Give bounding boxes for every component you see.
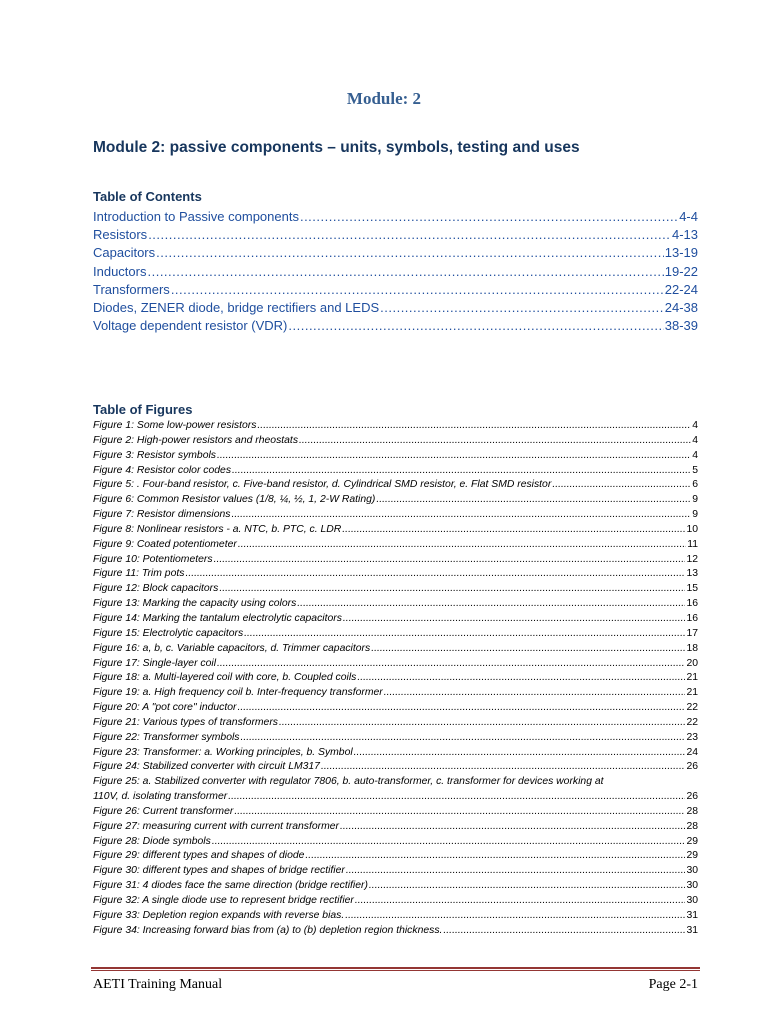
leader-dots	[217, 658, 685, 669]
toc-entry-page: 22-24	[664, 281, 698, 297]
figures-heading: Table of Figures	[93, 402, 193, 417]
figure-entry-label: Figure 5: . Four-band resistor, c. Five-band resistor, d. Cylindrical SMD resistor, e. Flat SMD resistor	[93, 479, 552, 491]
module-title: Module 2: passive components – units, symbols, testing and uses	[93, 139, 580, 156]
leader-dots	[357, 672, 685, 683]
figure-entry-page: 29	[686, 835, 698, 847]
toc-entry-label: Capacitors	[93, 245, 156, 261]
figure-entry-label: Figure 28: Diode symbols	[93, 835, 211, 847]
figure-entry-label: Figure 21: Various types of transformers	[93, 716, 278, 728]
figure-entry[interactable]	[93, 450, 698, 465]
leader-dots	[232, 465, 691, 476]
figure-entry-label: Figure 24: Stabilized converter with circuit LM317	[93, 761, 320, 773]
figure-entry-page: 13	[686, 568, 698, 580]
figure-entry[interactable]	[93, 895, 698, 910]
figure-entry-label: Figure 29: different types and shapes of diode	[93, 850, 305, 862]
leader-dots	[238, 702, 686, 713]
leader-dots	[342, 524, 685, 535]
leader-dots	[219, 583, 685, 594]
figure-entry-page: 22	[686, 702, 698, 714]
figure-entry-page: 9	[692, 509, 698, 521]
figure-entry[interactable]	[93, 509, 698, 524]
figure-entry-page: 21	[686, 672, 698, 684]
figure-entry-label: Figure 15: Electrolytic capacitors	[93, 627, 244, 639]
figure-entry-page: 4	[692, 420, 698, 431]
figure-entry-page: 10	[686, 523, 698, 535]
figure-entry-page: 12	[686, 553, 698, 565]
figure-entry-page: 28	[686, 820, 698, 832]
figure-entry-page: 26	[686, 791, 698, 803]
leader-dots	[171, 282, 664, 297]
figure-entry-page: 28	[686, 805, 698, 817]
figure-entry-label: Figure 31: 4 diodes face the same direction (bridge rectifier)	[93, 880, 368, 892]
figure-entry-label: Figure 34: Increasing forward bias from (a) to (b) depletion region thickness.	[93, 924, 443, 936]
figure-entry-label: Figure 3: Resistor symbols	[93, 449, 216, 461]
toc-entry-page: 19-22	[664, 263, 698, 279]
figure-entry[interactable]	[93, 420, 698, 435]
figure-entry[interactable]	[93, 479, 698, 494]
figure-entry[interactable]	[93, 568, 698, 583]
figure-entry[interactable]	[93, 806, 698, 821]
figure-entry[interactable]	[93, 583, 698, 598]
leader-dots	[212, 836, 686, 847]
figure-entry[interactable]	[93, 465, 698, 480]
figure-entry-page: 4	[692, 449, 698, 461]
figure-entry-label: Figure 11: Trim pots	[93, 568, 185, 580]
figure-entry-page: 6	[692, 479, 698, 491]
toc-heading: Table of Contents	[93, 189, 202, 204]
figure-entry[interactable]	[93, 747, 698, 762]
toc-entry[interactable]	[93, 245, 698, 263]
toc-entry[interactable]	[93, 264, 698, 282]
figure-entry[interactable]	[93, 836, 698, 851]
leader-dots	[300, 209, 678, 224]
leader-dots	[185, 568, 685, 579]
leader-dots	[299, 435, 691, 446]
figure-entry[interactable]	[93, 628, 698, 643]
footer-page-number: Page 2-1	[648, 977, 698, 992]
leader-dots	[376, 494, 691, 505]
figure-entry-label: Figure 6: Common Resistor values (1/8, ¼, ½, 1, 2-W Rating)	[93, 494, 376, 506]
figure-entry-label: Figure 26: Current transformer	[93, 805, 234, 817]
figure-entry-label: Figure 22: Transformer symbols	[93, 731, 240, 743]
leader-dots	[244, 628, 685, 639]
figure-entry-label: Figure 9: Coated potentiometer	[93, 538, 237, 550]
footer-rule	[91, 967, 700, 971]
leader-dots	[279, 717, 685, 728]
leader-dots	[297, 598, 685, 609]
figure-entry[interactable]	[93, 539, 698, 554]
leader-dots	[343, 613, 686, 624]
toc-entry-label: Introduction to Passive components	[93, 209, 299, 224]
toc-entry[interactable]	[93, 282, 698, 300]
figure-entry[interactable]	[93, 732, 698, 747]
figure-entry-label: Figure 30: different types and shapes of bridge rectifier	[93, 865, 345, 877]
leader-dots	[321, 761, 685, 772]
figure-entry[interactable]	[93, 702, 698, 717]
leader-dots	[147, 264, 663, 279]
leader-dots	[148, 227, 671, 242]
leader-dots	[369, 880, 686, 891]
figure-entry[interactable]	[93, 643, 698, 658]
leader-dots	[217, 450, 691, 461]
toc-entry[interactable]	[93, 300, 698, 318]
figure-entry-label: Figure 25: a. Stabilized converter with regulator 7806, b. auto-transformer, c. transformer for devices working at	[93, 776, 604, 788]
figure-entry-label: Figure 33: Depletion region expands with reverse bias.	[93, 909, 345, 921]
figure-entry-label: Figure 16: a, b, c. Variable capacitors, d. Trimmer capacitors	[93, 642, 371, 654]
figure-entry-label: Figure 20: A "pot core" inductor	[93, 702, 237, 714]
figure-entry[interactable]	[93, 910, 698, 925]
toc-entry-label: Voltage dependent resistor (VDR)	[93, 318, 288, 334]
leader-dots	[238, 539, 686, 550]
footer-title: AETI Training Manual	[93, 977, 223, 992]
figure-entry-label: Figure 17: Single-layer coil	[93, 657, 217, 669]
figure-entry[interactable]	[93, 494, 698, 509]
figure-entry-label: Figure 12: Block capacitors	[93, 583, 219, 595]
toc-list	[93, 209, 698, 336]
figure-entry-page: 29	[686, 850, 698, 862]
figure-entry[interactable]	[93, 672, 698, 687]
toc-entry-page: 38-39	[664, 318, 698, 334]
leader-dots	[214, 554, 686, 565]
figure-entry-page: 31	[686, 909, 698, 921]
figure-entry-label: Figure 13: Marking the capacity using colors	[93, 598, 297, 610]
leader-dots	[257, 420, 691, 431]
toc-entry[interactable]	[93, 209, 698, 227]
figure-entry-page: 9	[692, 494, 698, 506]
figure-entry-page: 23	[686, 731, 698, 743]
figure-entry-page: 15	[686, 583, 698, 595]
figure-entry-label: Figure 23: Transformer: a. Working principles, b. Symbol	[93, 746, 353, 758]
figure-entry-page: 20	[686, 657, 698, 669]
figure-entry[interactable]	[93, 613, 698, 628]
leader-dots	[355, 895, 686, 906]
figure-entry-page: 17	[686, 627, 698, 639]
figure-entry-label-continued: 110V, d. isolating transformer	[93, 791, 228, 803]
leader-dots	[240, 732, 685, 743]
figure-entry-label: Figure 18: a. Multi-layered coil with core, b. Coupled coils	[93, 672, 357, 684]
figure-entry-page: 16	[686, 612, 698, 624]
figure-entry-page: 16	[686, 598, 698, 610]
figure-entry-page: 22	[686, 716, 698, 728]
toc-entry[interactable]	[93, 318, 698, 336]
figure-entry-page: 31	[686, 924, 698, 936]
figures-list	[93, 420, 698, 940]
figure-entry[interactable]	[93, 554, 698, 569]
leader-dots	[234, 806, 685, 817]
toc-entry-page: 4-13	[671, 227, 698, 243]
figure-entry[interactable]	[93, 435, 698, 450]
figure-entry-page: 30	[686, 895, 698, 906]
figure-entry[interactable]	[93, 880, 698, 895]
leader-dots	[340, 821, 685, 832]
figure-entry[interactable]	[93, 524, 698, 539]
leader-dots	[384, 687, 686, 698]
figure-entry[interactable]	[93, 717, 698, 732]
figure-entry[interactable]	[93, 821, 698, 836]
leader-dots	[380, 300, 664, 315]
figure-entry-page: 21	[686, 687, 698, 699]
figure-entry-label: Figure 4: Resistor color codes	[93, 464, 232, 476]
toc-entry-page: 4-4	[679, 209, 698, 224]
figure-entry[interactable]	[93, 598, 698, 613]
toc-entry-label: Transformers	[93, 281, 170, 297]
figure-entry[interactable]	[93, 761, 698, 776]
figure-entry-label: Figure 14: Marking the tantalum electrolytic capacitors	[93, 612, 342, 624]
figure-entry-page: 4	[692, 434, 698, 446]
figure-entry-label: Figure 32: A single diode use to represent bridge rectifier	[93, 895, 354, 906]
figure-entry[interactable]	[93, 925, 698, 940]
leader-dots	[156, 245, 664, 260]
leader-dots	[228, 791, 685, 802]
toc-entry-label: Inductors	[93, 263, 147, 279]
leader-dots	[305, 850, 685, 861]
leader-dots	[371, 643, 685, 654]
figure-entry-page: 26	[686, 761, 698, 773]
toc-entry-label: Diodes, ZENER diode, bridge rectifiers and LEDS	[93, 299, 380, 315]
leader-dots	[345, 910, 685, 921]
toc-entry-label: Resistors	[93, 227, 148, 243]
figure-entry-label: Figure 19: a. High frequency coil b. Inter-frequency transformer	[93, 687, 383, 699]
toc-entry-page: 24-38	[664, 299, 698, 315]
figure-entry-page: 18	[686, 642, 698, 654]
leader-dots	[288, 318, 663, 333]
figure-entry-page: 24	[686, 746, 698, 758]
figure-entry-label: Figure 8: Nonlinear resistors - a. NTC, b. PTC, c. LDR	[93, 523, 342, 535]
module-heading: Module: 2	[346, 89, 422, 108]
figure-entry-label: Figure 2: High-power resistors and rheostats	[93, 434, 299, 446]
leader-dots	[346, 865, 686, 876]
leader-dots	[443, 925, 685, 936]
leader-dots	[231, 509, 691, 520]
leader-dots	[552, 479, 691, 490]
figure-entry-label: Figure 10: Potentiometers	[93, 553, 213, 565]
leader-dots	[354, 747, 686, 758]
figure-entry-page: 5	[692, 464, 698, 476]
figure-entry-label: Figure 27: measuring current with current transformer	[93, 820, 340, 832]
figure-entry-label: Figure 1: Some low-power resistors	[93, 420, 257, 431]
toc-entry[interactable]	[93, 227, 698, 245]
figure-entry[interactable]	[93, 776, 698, 806]
figure-entry[interactable]	[93, 658, 698, 673]
figure-entry[interactable]	[93, 865, 698, 880]
figure-entry-page: 11	[687, 538, 698, 550]
figure-entry-page: 30	[686, 880, 698, 892]
figure-entry[interactable]	[93, 850, 698, 865]
figure-entry[interactable]	[93, 687, 698, 702]
figure-entry-label: Figure 7: Resistor dimensions	[93, 509, 231, 521]
toc-entry-page: 13-19	[664, 245, 698, 261]
figure-entry-page: 30	[686, 865, 698, 877]
